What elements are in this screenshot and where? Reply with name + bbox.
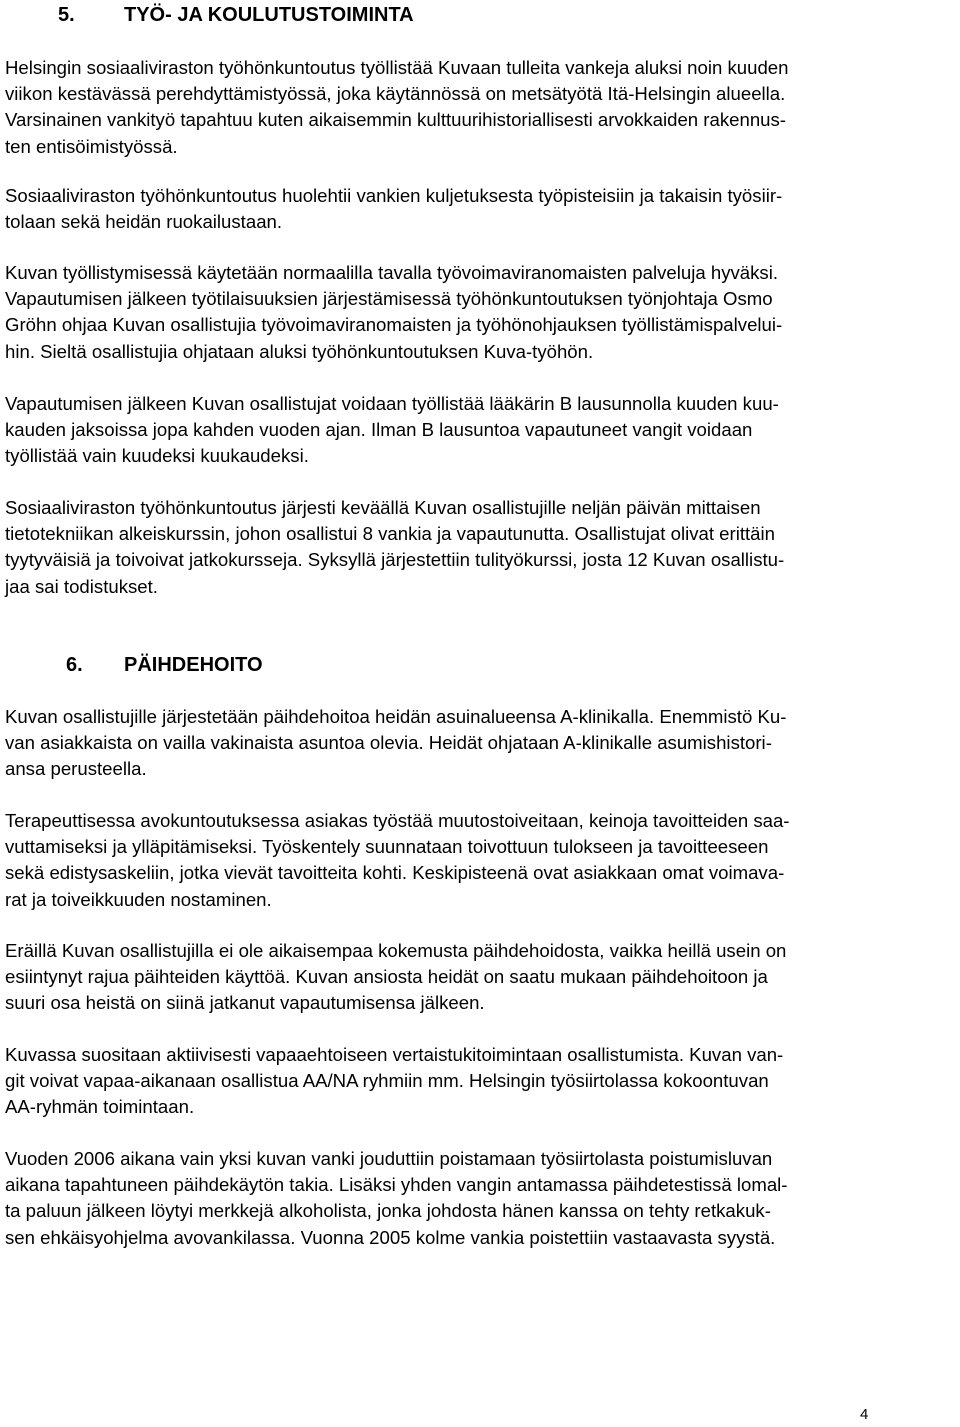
- section-5-heading: [58, 2, 414, 28]
- section-5-paragraph-4: Vapautumisen jälkeen Kuvan osallistujat voidaan työllistää lääkärin B lausunnolla kuuden kuu- kauden jaksoissa jopa kahden vuoden ajan. Ilman B lausuntoa vapautuneet vangit voidaan työllistää vain kuudeksi kuukaudeksi.: [5, 393, 779, 467]
- section-6-title: PÄIHDEHOITO: [124, 654, 263, 676]
- section-6-paragraph-4: Kuvassa suositaan aktiivisesti vapaaehtoiseen vertaistukitoimintaan osallistumista. Kuvan van- git voivat vapaa-aikanaan osallistua AA/NA ryhmiin mm. Helsingin työsiirtolassa kokoontuvan AA-ryhmän toimintaan.: [5, 1044, 784, 1118]
- section-6-paragraph-5: Vuoden 2006 aikana vain yksi kuvan vanki jouduttiin poistamaan työsiirtolasta poistumisluvan aikana tapahtuneen päihdekäytön takia. Lisäksi yhden vangin antamassa päihdetestissä lomal- ta paluun jälkeen löytyi merkkejä alkoholista, jonka johdosta hänen kanssa on tehty retkakuk- sen ehkäisyohjelma avovankilassa. Vuonna 2005 kolme vankia poistettiin vastaavasta syystä.: [5, 1148, 788, 1248]
- page-number: 4: [860, 1406, 869, 1423]
- section-5-paragraph-3: Kuvan työllistymisessä käytetään normaalilla tavalla työvoimaviranomaisten palveluja hyväksi. Vapautumisen jälkeen työtilaisuuksien järjestämisessä työhönkuntoutuksen työnjohtaja Osmo Gröhn ohjaa Kuvan osallistujia työvoimaviranomaisten ja työhönohjauksen työllistämispalvelui- hin. Sieltä osallistujia ohjataan aluksi työhönkuntoutuksen Kuva-työhön.: [5, 262, 783, 362]
- section-5-paragraph-2: Sosiaaliviraston työhönkuntoutus huolehtii vankien kuljetuksesta työpisteisiin ja takaisin työsiir- tolaan sekä heidän ruokailustaan.: [5, 185, 783, 233]
- section-6-paragraph-3: Eräillä Kuvan osallistujilla ei ole aikaisempaa kokemusta päihdehoidosta, vaikka heillä usein on esiintynyt rajua päihteiden käyttöä. Kuvan ansiosta heidät on saatu mukaan päihdehoitoon ja suuri osa heistä on siinä jatkanut vapautumisensa jälkeen.: [5, 940, 787, 1014]
- section-5-paragraph-1: Helsingin sosiaaliviraston työhönkuntoutus työllistää Kuvaan tulleita vankeja aluksi noin kuuden viikon kestävässä perehdyttämistyössä, joka käytännössä on metsätyötä Itä-Helsingin alueella. Varsinainen vankityö tapahtuu kuten aikaisemmin kulttuurihistoriallisesti arvokkaiden rakennus- ten entisöimistyössä.: [5, 57, 789, 157]
- section-5-title: TYÖ- JA KOULUTUSTOIMINTA: [124, 4, 414, 26]
- section-6-heading: [66, 652, 263, 678]
- section-6-paragraph-1: Kuvan osallistujille järjestetään päihdehoitoa heidän asuinalueensa A-klinikalla. Enemmistö Ku- van asiakkaista on vailla vakinaista asuntoa olevia. Heidät ohjataan A-klinikalle asumishistori- ansa perusteella.: [5, 706, 787, 780]
- section-6-number: 6.: [66, 654, 83, 676]
- section-5-paragraph-5: Sosiaaliviraston työhönkuntoutus järjesti keväällä Kuvan osallistujille neljän päivän mittaisen tietotekniikan alkeiskurssin, johon osallistui 8 vankia ja vapautunutta. Osallistujat olivat erittäin tyytyväisiä ja toivoivat jatkokursseja. Syksyllä järjestettiin tulityökurssi, josta 12 Kuvan osallistu- jaa sai todistukset.: [5, 497, 785, 597]
- section-6-paragraph-2: Terapeuttisessa avokuntoutuksessa asiakas työstää muutostoiveitaan, keinoja tavoitteiden saa- vuttamiseksi ja ylläpitämiseksi. Työskentely suunnataan toivottuun tulokseen ja tavoitteeseen sekä edistysaskeliin, jotka vievät tavoitteita kohti. Keskipisteenä ovat asiakkaan omat voimava- rat ja toiveikkuuden nostaminen.: [5, 810, 790, 910]
- section-5-number: 5.: [58, 4, 75, 26]
